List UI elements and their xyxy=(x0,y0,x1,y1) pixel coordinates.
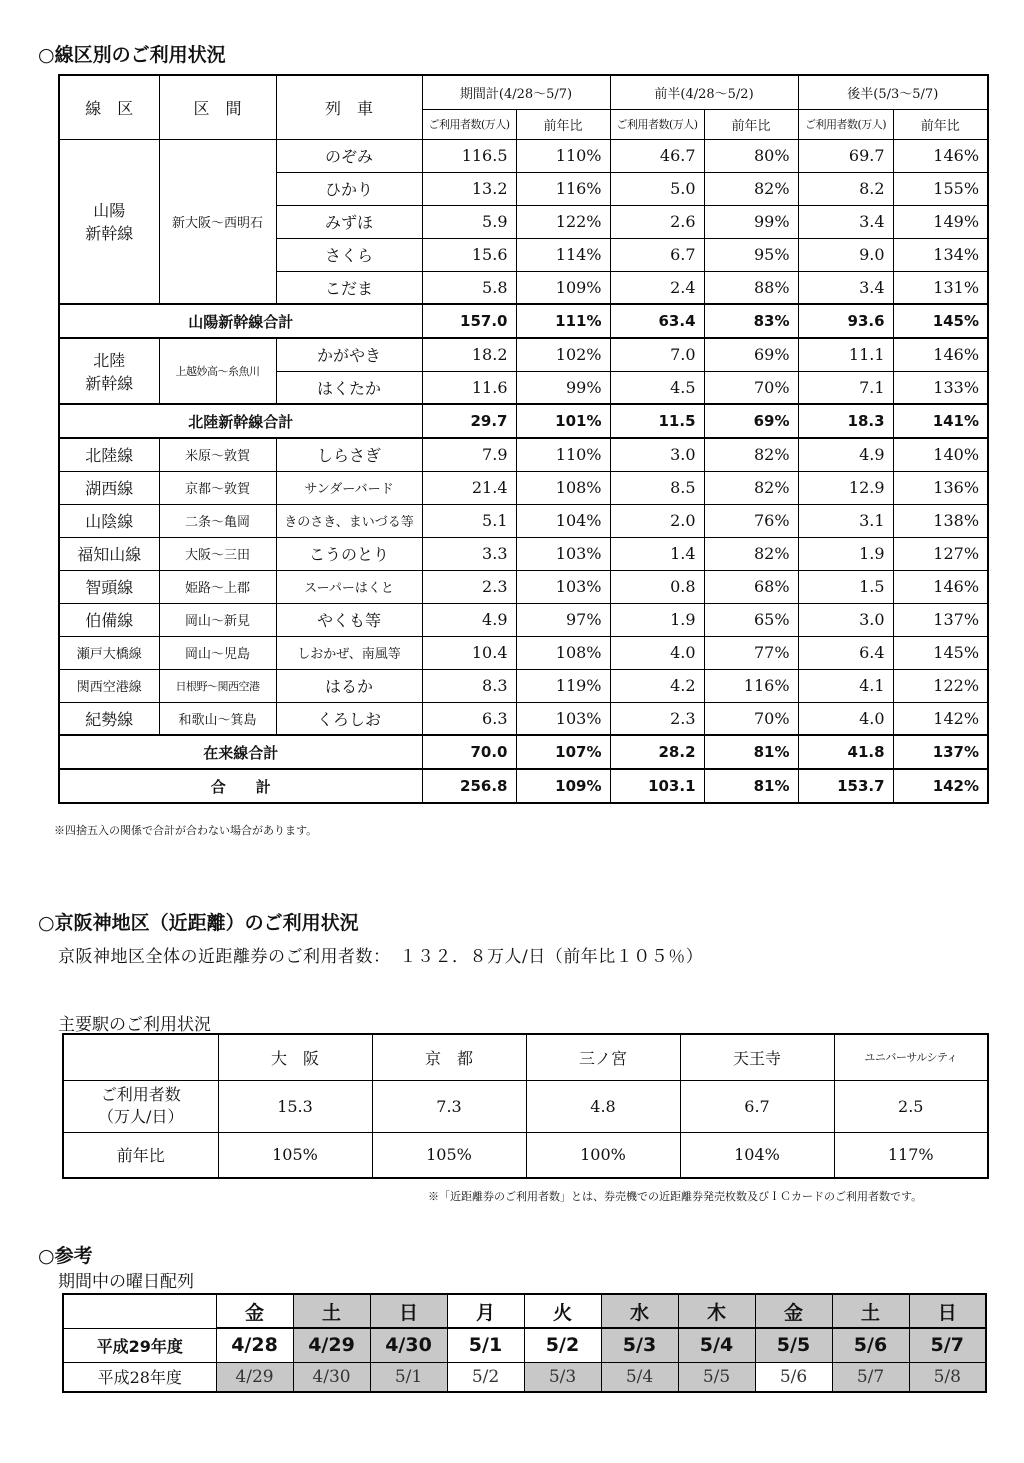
users-cell: 4.2 xyxy=(610,669,704,702)
users-cell: 103.1 xyxy=(610,769,704,803)
users-cell: 69.7 xyxy=(798,139,893,172)
table-row xyxy=(59,636,988,669)
table-row xyxy=(59,139,988,172)
users-cell: 3.0 xyxy=(798,603,893,636)
train-name: のぞみ xyxy=(276,139,422,172)
section-title-line-usage: ○線区別のご利用状況 xyxy=(38,44,226,66)
train-name: きのさき、まいづる等 xyxy=(276,504,422,537)
line-name: 山陰線 xyxy=(59,504,159,537)
h29-label: 平成29年度 xyxy=(63,1328,216,1362)
users-cell: 93.6 xyxy=(798,304,893,338)
ratio-cell: 142% xyxy=(893,769,988,803)
section-title-reference: ○参考 xyxy=(38,1245,93,1267)
users-cell: 12.9 xyxy=(798,471,893,504)
line-name: 関西空港線 xyxy=(59,669,159,702)
header-users: ご利用者数(万人) xyxy=(422,109,516,139)
keihanshin-summary: 京阪神地区全体の近距離券のご利用者数： １３２．８万人/日（前年比１０５％） xyxy=(58,947,704,967)
header-ratio: 前年比 xyxy=(516,109,610,139)
station-name: 京 都 xyxy=(372,1034,526,1080)
table-row xyxy=(59,603,988,636)
date-cell: 5/1 xyxy=(447,1328,524,1362)
weekday-table xyxy=(62,1293,987,1393)
station-name: 天王寺 xyxy=(680,1034,834,1080)
users-cell: 28.2 xyxy=(610,735,704,769)
ratio-cell: 122% xyxy=(516,205,610,238)
ratio-cell: 138% xyxy=(893,504,988,537)
users-cell: 46.7 xyxy=(610,139,704,172)
weekday-cell: 水 xyxy=(601,1294,678,1328)
ratio-cell: 141% xyxy=(893,404,988,438)
weekday-cell: 木 xyxy=(678,1294,755,1328)
line-name: 福知山線 xyxy=(59,537,159,570)
h28-row xyxy=(63,1362,986,1392)
users-cell: 8.2 xyxy=(798,172,893,205)
users-cell: 6.4 xyxy=(798,636,893,669)
users-cell: 41.8 xyxy=(798,735,893,769)
ratio-cell: 103% xyxy=(516,537,610,570)
section-name: 岡山〜新見 xyxy=(159,603,276,636)
station-header-row xyxy=(63,1034,988,1080)
users-cell: 8.3 xyxy=(422,669,516,702)
header-ratio: 前年比 xyxy=(893,109,988,139)
ratio-cell: 103% xyxy=(516,702,610,735)
sanyo-total-row xyxy=(59,304,988,338)
station-ratio: 104% xyxy=(680,1132,834,1178)
train-name: みずほ xyxy=(276,205,422,238)
station-users-row xyxy=(63,1080,988,1132)
users-cell: 1.4 xyxy=(610,537,704,570)
ratio-cell: 116% xyxy=(704,669,798,702)
train-name: はるか xyxy=(276,669,422,702)
users-cell: 18.3 xyxy=(798,404,893,438)
ratio-cell: 155% xyxy=(893,172,988,205)
weekday-cell: 土 xyxy=(293,1294,370,1328)
empty-corner xyxy=(63,1294,216,1328)
station-users: 2.5 xyxy=(834,1080,988,1132)
users-cell: 3.4 xyxy=(798,271,893,304)
date-cell: 4/30 xyxy=(370,1328,447,1362)
train-name: しらさぎ xyxy=(276,438,422,471)
ratio-cell: 137% xyxy=(893,603,988,636)
ratio-label: 前年比 xyxy=(63,1132,218,1178)
ratio-cell: 110% xyxy=(516,139,610,172)
date-cell: 5/3 xyxy=(524,1362,601,1392)
train-name: ひかり xyxy=(276,172,422,205)
date-cell: 4/28 xyxy=(216,1328,293,1362)
major-stations-subtitle: 主要駅のご利用状況 xyxy=(58,1015,211,1035)
ratio-cell: 88% xyxy=(704,271,798,304)
ratio-cell: 133% xyxy=(893,371,988,404)
line-name: 北陸線 xyxy=(59,438,159,471)
section-name: 米原〜敦賀 xyxy=(159,438,276,471)
users-cell: 5.8 xyxy=(422,271,516,304)
date-cell: 5/3 xyxy=(601,1328,678,1362)
station-name: ユニバーサルシティ xyxy=(834,1034,988,1080)
users-cell: 1.9 xyxy=(610,603,704,636)
users-cell: 15.6 xyxy=(422,238,516,271)
date-cell: 5/2 xyxy=(447,1362,524,1392)
date-cell: 4/30 xyxy=(293,1362,370,1392)
station-ratio: 100% xyxy=(526,1132,680,1178)
line-name: 瀬戸大橋線 xyxy=(59,636,159,669)
train-name: こだま xyxy=(276,271,422,304)
h29-row xyxy=(63,1328,986,1362)
header-period-total: 期間計(4/28〜5/7) xyxy=(422,75,610,109)
ratio-cell: 107% xyxy=(516,735,610,769)
ic-card-note: ※「近距離券のご利用者数」とは、券売機での近距離券発売枚数及びＩＣカードのご利用者数です。 xyxy=(428,1190,923,1203)
table-row xyxy=(59,438,988,471)
table-row xyxy=(59,702,988,735)
section-name-sanyo: 新大阪〜西明石 xyxy=(159,139,276,304)
users-cell: 70.0 xyxy=(422,735,516,769)
header-users: ご利用者数(万人) xyxy=(610,109,704,139)
ratio-cell: 127% xyxy=(893,537,988,570)
date-cell: 5/7 xyxy=(909,1328,986,1362)
ratio-cell: 145% xyxy=(893,304,988,338)
station-ratio-row xyxy=(63,1132,988,1178)
ratio-cell: 101% xyxy=(516,404,610,438)
ratio-cell: 95% xyxy=(704,238,798,271)
section-name: 岡山〜児島 xyxy=(159,636,276,669)
empty-corner xyxy=(63,1034,218,1080)
ratio-cell: 142% xyxy=(893,702,988,735)
line-usage-table xyxy=(58,74,989,804)
conventional-total-row-label: 在来線合計 xyxy=(59,735,422,769)
ratio-cell: 69% xyxy=(704,404,798,438)
table-row xyxy=(59,471,988,504)
weekday-cell: 金 xyxy=(755,1294,832,1328)
users-cell: 3.4 xyxy=(798,205,893,238)
users-cell: 1.5 xyxy=(798,570,893,603)
weekday-subtitle: 期間中の曜日配列 xyxy=(58,1272,194,1292)
users-cell: 63.4 xyxy=(610,304,704,338)
ratio-cell: 83% xyxy=(704,304,798,338)
station-ratio: 105% xyxy=(218,1132,372,1178)
users-cell: 153.7 xyxy=(798,769,893,803)
train-name: こうのとり xyxy=(276,537,422,570)
section-name: 大阪〜三田 xyxy=(159,537,276,570)
date-cell: 5/4 xyxy=(601,1362,678,1392)
line-name-hokuriku: 北陸 新幹線 xyxy=(59,338,159,404)
ratio-cell: 103% xyxy=(516,570,610,603)
ratio-cell: 108% xyxy=(516,636,610,669)
station-users: 15.3 xyxy=(218,1080,372,1132)
ratio-cell: 149% xyxy=(893,205,988,238)
date-cell: 5/6 xyxy=(832,1328,909,1362)
table-row xyxy=(59,504,988,537)
users-cell: 3.1 xyxy=(798,504,893,537)
hokuriku-total-row-label: 北陸新幹線合計 xyxy=(59,404,422,438)
users-label: ご利用者数 （万人/日） xyxy=(63,1080,218,1132)
users-cell: 2.3 xyxy=(610,702,704,735)
station-name: 三ノ宮 xyxy=(526,1034,680,1080)
table-row xyxy=(59,338,988,371)
train-name: しおかぜ、南風等 xyxy=(276,636,422,669)
users-cell: 29.7 xyxy=(422,404,516,438)
train-name: さくら xyxy=(276,238,422,271)
weekday-row xyxy=(63,1294,986,1328)
ratio-cell: 82% xyxy=(704,172,798,205)
users-cell: 4.0 xyxy=(610,636,704,669)
train-name: かがやき xyxy=(276,338,422,371)
train-name: はくたか xyxy=(276,371,422,404)
rounding-note: ※四捨五入の関係で合計が合わない場合があります。 xyxy=(54,824,318,837)
ratio-cell: 111% xyxy=(516,304,610,338)
ratio-cell: 108% xyxy=(516,471,610,504)
ratio-cell: 131% xyxy=(893,271,988,304)
ratio-cell: 99% xyxy=(704,205,798,238)
users-cell: 13.2 xyxy=(422,172,516,205)
users-cell: 5.9 xyxy=(422,205,516,238)
station-users: 6.7 xyxy=(680,1080,834,1132)
station-usage-table xyxy=(62,1033,989,1179)
ratio-cell: 109% xyxy=(516,769,610,803)
ratio-cell: 97% xyxy=(516,603,610,636)
users-cell: 256.8 xyxy=(422,769,516,803)
table-row xyxy=(59,537,988,570)
date-cell: 5/7 xyxy=(832,1362,909,1392)
users-cell: 0.8 xyxy=(610,570,704,603)
ratio-cell: 82% xyxy=(704,438,798,471)
users-cell: 7.9 xyxy=(422,438,516,471)
grand-total-row-label: 合 計 xyxy=(59,769,422,803)
header-line: 線 区 xyxy=(59,75,159,139)
line-name-sanyo: 山陽 新幹線 xyxy=(59,139,159,304)
users-cell: 18.2 xyxy=(422,338,516,371)
ratio-cell: 81% xyxy=(704,735,798,769)
ratio-cell: 104% xyxy=(516,504,610,537)
ratio-cell: 80% xyxy=(704,139,798,172)
h28-label: 平成28年度 xyxy=(63,1362,216,1392)
ratio-cell: 109% xyxy=(516,271,610,304)
ratio-cell: 82% xyxy=(704,537,798,570)
users-cell: 2.4 xyxy=(610,271,704,304)
users-cell: 4.0 xyxy=(798,702,893,735)
users-cell: 4.9 xyxy=(798,438,893,471)
users-cell: 7.1 xyxy=(798,371,893,404)
ratio-cell: 65% xyxy=(704,603,798,636)
users-cell: 3.3 xyxy=(422,537,516,570)
ratio-cell: 76% xyxy=(704,504,798,537)
train-name: スーパーはくと xyxy=(276,570,422,603)
header-section: 区 間 xyxy=(159,75,276,139)
ratio-cell: 146% xyxy=(893,139,988,172)
hokuriku-total-row xyxy=(59,404,988,438)
ratio-cell: 82% xyxy=(704,471,798,504)
ratio-cell: 146% xyxy=(893,570,988,603)
date-cell: 5/6 xyxy=(755,1362,832,1392)
train-name: やくも等 xyxy=(276,603,422,636)
ratio-cell: 122% xyxy=(893,669,988,702)
ratio-cell: 114% xyxy=(516,238,610,271)
users-cell: 4.9 xyxy=(422,603,516,636)
users-cell: 1.9 xyxy=(798,537,893,570)
users-cell: 2.0 xyxy=(610,504,704,537)
weekday-cell: 月 xyxy=(447,1294,524,1328)
users-cell: 157.0 xyxy=(422,304,516,338)
section-name: 日根野〜関西空港 xyxy=(159,669,276,702)
users-cell: 6.3 xyxy=(422,702,516,735)
section-title-keihanshin: ○京阪神地区（近距離）のご利用状況 xyxy=(38,912,359,934)
date-cell: 4/29 xyxy=(293,1328,370,1362)
table-row xyxy=(59,669,988,702)
ratio-cell: 102% xyxy=(516,338,610,371)
station-users: 4.8 xyxy=(526,1080,680,1132)
train-name: サンダーバード xyxy=(276,471,422,504)
ratio-cell: 136% xyxy=(893,471,988,504)
ratio-cell: 119% xyxy=(516,669,610,702)
date-cell: 5/5 xyxy=(755,1328,832,1362)
grand-total-row xyxy=(59,769,988,803)
ratio-cell: 99% xyxy=(516,371,610,404)
date-cell: 5/2 xyxy=(524,1328,601,1362)
date-cell: 5/4 xyxy=(678,1328,755,1362)
station-name: 大 阪 xyxy=(218,1034,372,1080)
section-name: 姫路〜上郡 xyxy=(159,570,276,603)
header-train: 列 車 xyxy=(276,75,422,139)
date-cell: 4/29 xyxy=(216,1362,293,1392)
ratio-cell: 140% xyxy=(893,438,988,471)
users-cell: 6.7 xyxy=(610,238,704,271)
ratio-cell: 68% xyxy=(704,570,798,603)
users-cell: 11.6 xyxy=(422,371,516,404)
section-name: 和歌山〜箕島 xyxy=(159,702,276,735)
weekday-cell: 土 xyxy=(832,1294,909,1328)
weekday-cell: 金 xyxy=(216,1294,293,1328)
line-name: 湖西線 xyxy=(59,471,159,504)
ratio-cell: 145% xyxy=(893,636,988,669)
weekday-cell: 日 xyxy=(370,1294,447,1328)
users-cell: 8.5 xyxy=(610,471,704,504)
users-cell: 9.0 xyxy=(798,238,893,271)
header-ratio: 前年比 xyxy=(704,109,798,139)
station-users: 7.3 xyxy=(372,1080,526,1132)
ratio-cell: 116% xyxy=(516,172,610,205)
users-cell: 7.0 xyxy=(610,338,704,371)
ratio-cell: 137% xyxy=(893,735,988,769)
users-cell: 2.3 xyxy=(422,570,516,603)
users-cell: 116.5 xyxy=(422,139,516,172)
users-cell: 11.1 xyxy=(798,338,893,371)
users-cell: 5.1 xyxy=(422,504,516,537)
date-cell: 5/5 xyxy=(678,1362,755,1392)
ratio-cell: 81% xyxy=(704,769,798,803)
conventional-total-row xyxy=(59,735,988,769)
weekday-cell: 日 xyxy=(909,1294,986,1328)
train-name: くろしお xyxy=(276,702,422,735)
section-name-hokuriku: 上越妙高〜糸魚川 xyxy=(159,338,276,404)
users-cell: 4.5 xyxy=(610,371,704,404)
ratio-cell: 77% xyxy=(704,636,798,669)
users-cell: 11.5 xyxy=(610,404,704,438)
users-cell: 2.6 xyxy=(610,205,704,238)
line-name: 紀勢線 xyxy=(59,702,159,735)
ratio-cell: 110% xyxy=(516,438,610,471)
section-name: 京都〜敦賀 xyxy=(159,471,276,504)
station-ratio: 117% xyxy=(834,1132,988,1178)
users-cell: 10.4 xyxy=(422,636,516,669)
weekday-cell: 火 xyxy=(524,1294,601,1328)
header-period-second: 後半(5/3〜5/7) xyxy=(798,75,988,109)
header-period-first: 前半(4/28〜5/2) xyxy=(610,75,798,109)
date-cell: 5/1 xyxy=(370,1362,447,1392)
ratio-cell: 134% xyxy=(893,238,988,271)
users-cell: 4.1 xyxy=(798,669,893,702)
sanyo-total-row-label: 山陽新幹線合計 xyxy=(59,304,422,338)
station-ratio: 105% xyxy=(372,1132,526,1178)
ratio-cell: 70% xyxy=(704,702,798,735)
ratio-cell: 69% xyxy=(704,338,798,371)
users-cell: 21.4 xyxy=(422,471,516,504)
section-name: 二条〜亀岡 xyxy=(159,504,276,537)
table-row xyxy=(59,570,988,603)
ratio-cell: 70% xyxy=(704,371,798,404)
header-users: ご利用者数(万人) xyxy=(798,109,893,139)
date-cell: 5/8 xyxy=(909,1362,986,1392)
ratio-cell: 146% xyxy=(893,338,988,371)
line-name: 智頭線 xyxy=(59,570,159,603)
line-name: 伯備線 xyxy=(59,603,159,636)
users-cell: 3.0 xyxy=(610,438,704,471)
users-cell: 5.0 xyxy=(610,172,704,205)
